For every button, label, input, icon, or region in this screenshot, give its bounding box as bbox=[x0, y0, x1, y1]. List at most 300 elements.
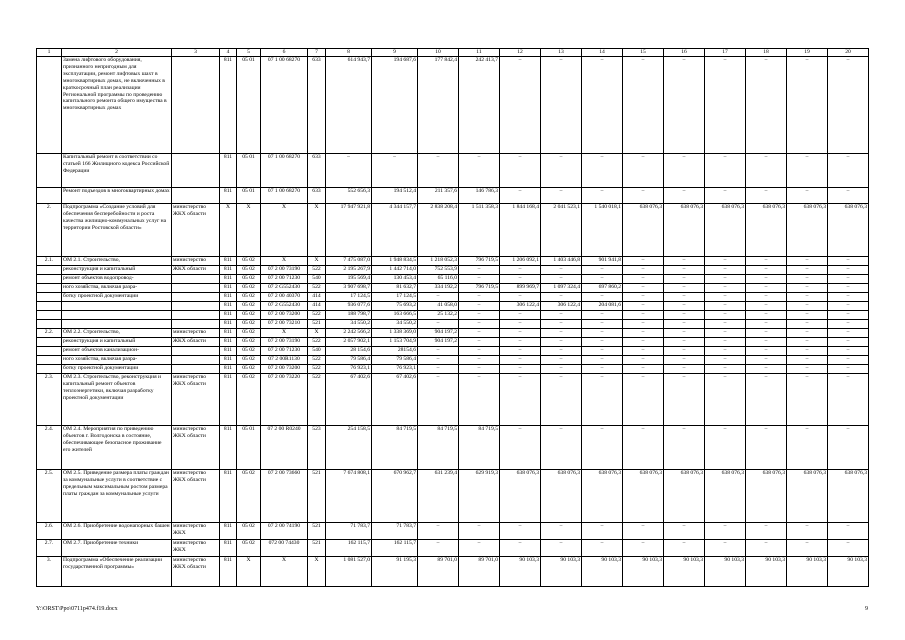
amount-cell: – bbox=[582, 320, 623, 329]
target-article-cell: Х bbox=[261, 257, 308, 266]
budget-sheet bbox=[36, 48, 868, 587]
amount-cell: – bbox=[459, 311, 500, 320]
amount-cell: – bbox=[459, 320, 500, 329]
amount-cell: 638 076,3 bbox=[664, 470, 705, 523]
amount-cell: – bbox=[541, 154, 582, 188]
amount-cell: 146 786,3 bbox=[459, 188, 500, 204]
expense-type-cell: 540 bbox=[308, 347, 326, 356]
amount-cell: – bbox=[828, 365, 869, 374]
amount-cell: – bbox=[828, 284, 869, 293]
amount-cell: 177 842,4 bbox=[418, 57, 459, 154]
amount-cell: – bbox=[500, 347, 541, 356]
amount-cell: 91 195,3 bbox=[372, 557, 418, 587]
amount-cell: – bbox=[664, 188, 705, 204]
target-article-cell: 07 2 00 73190 bbox=[261, 266, 308, 275]
row-number-cell bbox=[37, 365, 62, 374]
amount-cell: 242 413,7 bbox=[459, 57, 500, 154]
amount-cell: – bbox=[787, 523, 828, 540]
expense-type-cell: 633 bbox=[308, 57, 326, 154]
grbs-code-cell: 811 bbox=[220, 338, 237, 347]
description-cell: ботку проектной документации bbox=[62, 293, 172, 302]
description-cell: Подпрограмма «Обеспечение реализации государственной программы» bbox=[62, 557, 172, 587]
amount-cell: – bbox=[705, 293, 746, 302]
amount-cell: – bbox=[746, 540, 787, 557]
amount-cell: – bbox=[746, 329, 787, 338]
amount-cell: – bbox=[582, 523, 623, 540]
amount-cell: – bbox=[746, 57, 787, 154]
amount-cell: 76 923,1 bbox=[326, 365, 372, 374]
amount-cell: 638 076,3 bbox=[541, 470, 582, 523]
target-article-cell: 07 2 00 R0240 bbox=[261, 426, 308, 470]
grbs-code-cell: 811 bbox=[220, 374, 237, 426]
target-article-cell: 072 00 74430 bbox=[261, 540, 308, 557]
amount-cell: – bbox=[664, 266, 705, 275]
amount-cell: – bbox=[746, 293, 787, 302]
row-number-cell: 2.3. bbox=[37, 374, 62, 426]
amount-cell: – bbox=[787, 374, 828, 426]
page-number: 9 bbox=[865, 606, 868, 612]
row-number-cell bbox=[37, 356, 62, 365]
amount-cell: 84 719,5 bbox=[372, 426, 418, 470]
amount-cell: – bbox=[787, 338, 828, 347]
target-article-cell: 07 2 G552430 bbox=[261, 302, 308, 311]
grbs-code-cell: 811 bbox=[220, 188, 237, 204]
column-number-cell: 7 bbox=[308, 49, 326, 57]
amount-cell: – bbox=[705, 365, 746, 374]
amount-cell: 1 097 324,4 bbox=[541, 284, 582, 293]
amount-cell: – bbox=[705, 540, 746, 557]
amount-cell: 2 057 902,1 bbox=[326, 338, 372, 347]
amount-cell: – bbox=[500, 329, 541, 338]
amount-cell: – bbox=[541, 523, 582, 540]
description-cell: ОМ 2.3. Строительство, реконструкция и капитальный ремонт объектов теплоэнергетики, включая разработку проектной документации bbox=[62, 374, 172, 426]
section-code-cell: 05 02 bbox=[237, 302, 261, 311]
grbs-code-cell: 811 bbox=[220, 311, 237, 320]
executor-cell: министерство ЖКХ области bbox=[172, 374, 220, 426]
column-number-cell: 2 bbox=[62, 49, 172, 57]
amount-cell: – bbox=[459, 347, 500, 356]
amount-cell: – bbox=[664, 275, 705, 284]
amount-cell: 195 569,4 bbox=[326, 275, 372, 284]
section-code-cell: Х bbox=[237, 557, 261, 587]
executor-cell: ЖКХ области bbox=[172, 338, 220, 347]
section-code-cell: 05 01 bbox=[237, 426, 261, 470]
description-cell: Замена лифтового оборудования, признанного непригодным для эксплуатации, ремонт лифтовых шахт в многоквартирных домах, не включенных в краткосрочный план реализации Региональной программы по проведению капитального ремонта общего имущества в многоквартирных домах bbox=[62, 57, 172, 154]
amount-cell: – bbox=[664, 347, 705, 356]
column-number-cell: 9 bbox=[372, 49, 418, 57]
expense-type-cell: Х bbox=[308, 329, 326, 338]
grbs-code-cell: 811 bbox=[220, 426, 237, 470]
amount-cell: – bbox=[828, 540, 869, 557]
amount-cell: – bbox=[582, 338, 623, 347]
column-number-cell: 8 bbox=[326, 49, 372, 57]
amount-cell: 76 923,1 bbox=[372, 365, 418, 374]
amount-cell: 2 838 208,4 bbox=[418, 204, 459, 257]
target-article-cell: 07 1 00 68270 bbox=[261, 57, 308, 154]
expense-type-cell: 414 bbox=[308, 293, 326, 302]
expense-type-cell: 521 bbox=[308, 540, 326, 557]
executor-cell bbox=[172, 311, 220, 320]
executor-cell: министерство ЖКХ bbox=[172, 523, 220, 540]
table-row bbox=[37, 338, 869, 347]
row-number-cell bbox=[37, 154, 62, 188]
executor-cell: министерство ЖКХ области bbox=[172, 426, 220, 470]
amount-cell: – bbox=[541, 320, 582, 329]
description-cell bbox=[62, 311, 172, 320]
amount-cell: – bbox=[787, 540, 828, 557]
target-article-cell: Х bbox=[261, 204, 308, 257]
column-number-cell: 19 bbox=[787, 49, 828, 57]
amount-cell: – bbox=[418, 320, 459, 329]
amount-cell: – bbox=[705, 284, 746, 293]
amount-cell: 162 115,7 bbox=[326, 540, 372, 557]
column-number-cell: 20 bbox=[828, 49, 869, 57]
grbs-code-cell: 811 bbox=[220, 523, 237, 540]
amount-cell: – bbox=[746, 320, 787, 329]
amount-cell: 89 701,0 bbox=[418, 557, 459, 587]
table-row bbox=[37, 356, 869, 365]
column-number-cell: 1 bbox=[37, 49, 62, 57]
amount-cell: – bbox=[664, 540, 705, 557]
description-cell bbox=[62, 302, 172, 311]
row-number-cell: 2. bbox=[37, 204, 62, 257]
amount-cell: – bbox=[623, 284, 664, 293]
column-number-cell: 4 bbox=[220, 49, 237, 57]
amount-cell: – bbox=[787, 329, 828, 338]
amount-cell: – bbox=[459, 302, 500, 311]
target-article-cell: 07 2 00 73190 bbox=[261, 338, 308, 347]
amount-cell: – bbox=[500, 188, 541, 204]
amount-cell: – bbox=[418, 347, 459, 356]
amount-cell: 90 103,3 bbox=[582, 557, 623, 587]
target-article-cell: 07 2 00 40370 bbox=[261, 293, 308, 302]
amount-cell: 306 122,4 bbox=[500, 302, 541, 311]
amount-cell: – bbox=[787, 302, 828, 311]
amount-cell: 638 076,3 bbox=[828, 204, 869, 257]
amount-cell: – bbox=[541, 57, 582, 154]
amount-cell: – bbox=[746, 154, 787, 188]
amount-cell: – bbox=[623, 523, 664, 540]
table-row bbox=[37, 311, 869, 320]
amount-cell: – bbox=[459, 154, 500, 188]
amount-cell: – bbox=[582, 540, 623, 557]
column-number-cell: 15 bbox=[623, 49, 664, 57]
section-code-cell: 05 02 bbox=[237, 284, 261, 293]
amount-cell: – bbox=[459, 338, 500, 347]
table-row bbox=[37, 320, 869, 329]
target-article-cell: 07 2 00 71230 bbox=[261, 275, 308, 284]
expense-type-cell: 521 bbox=[308, 320, 326, 329]
amount-cell: 90 103,3 bbox=[787, 557, 828, 587]
amount-cell: – bbox=[623, 57, 664, 154]
executor-cell bbox=[172, 275, 220, 284]
amount-cell: 90 103,3 bbox=[541, 557, 582, 587]
table-row bbox=[37, 540, 869, 557]
executor-cell bbox=[172, 356, 220, 365]
grbs-code-cell: 811 bbox=[220, 356, 237, 365]
amount-cell: – bbox=[787, 266, 828, 275]
amount-cell: – bbox=[746, 302, 787, 311]
section-code-cell: 05 02 bbox=[237, 365, 261, 374]
amount-cell: – bbox=[787, 57, 828, 154]
column-number-cell: 13 bbox=[541, 49, 582, 57]
amount-cell: – bbox=[705, 57, 746, 154]
amount-cell: – bbox=[787, 347, 828, 356]
amount-cell: 638 076,3 bbox=[664, 204, 705, 257]
expense-type-cell: Х bbox=[308, 204, 326, 257]
table-row bbox=[37, 329, 869, 338]
amount-cell: – bbox=[623, 257, 664, 266]
amount-cell: – bbox=[459, 329, 500, 338]
amount-cell: 638 076,3 bbox=[787, 470, 828, 523]
target-article-cell: 07 2 00 73660 bbox=[261, 470, 308, 523]
table-row bbox=[37, 257, 869, 266]
amount-cell: – bbox=[746, 257, 787, 266]
grbs-code-cell: 811 bbox=[220, 329, 237, 338]
amount-cell: – bbox=[500, 320, 541, 329]
amount-cell: – bbox=[500, 374, 541, 426]
section-code-cell: 05 01 bbox=[237, 57, 261, 154]
table-row bbox=[37, 284, 869, 293]
table-row bbox=[37, 204, 869, 257]
amount-cell: – bbox=[664, 154, 705, 188]
row-number-cell: 2.2. bbox=[37, 329, 62, 338]
amount-cell: – bbox=[582, 329, 623, 338]
table-row bbox=[37, 293, 869, 302]
amount-cell: 84 719,5 bbox=[459, 426, 500, 470]
amount-cell: – bbox=[828, 311, 869, 320]
amount-cell: – bbox=[828, 266, 869, 275]
amount-cell: 90 103,3 bbox=[746, 557, 787, 587]
amount-cell: 194 687,6 bbox=[372, 57, 418, 154]
amount-cell: – bbox=[623, 347, 664, 356]
amount-cell: – bbox=[418, 365, 459, 374]
grbs-code-cell: 811 bbox=[220, 293, 237, 302]
grbs-code-cell: Х bbox=[220, 204, 237, 257]
amount-cell: 34 550,2 bbox=[326, 320, 372, 329]
expense-type-cell: 521 bbox=[308, 470, 326, 523]
expense-type-cell: 522 bbox=[308, 266, 326, 275]
amount-cell: – bbox=[705, 275, 746, 284]
amount-cell: – bbox=[623, 426, 664, 470]
amount-cell: – bbox=[500, 275, 541, 284]
target-article-cell: 07 2 00 73210 bbox=[261, 320, 308, 329]
amount-cell: – bbox=[828, 426, 869, 470]
amount-cell: 697 860,2 bbox=[582, 284, 623, 293]
amount-cell: – bbox=[418, 293, 459, 302]
description-cell: ОМ 2.7. Приобретение техники bbox=[62, 540, 172, 557]
amount-cell: – bbox=[705, 338, 746, 347]
executor-cell bbox=[172, 320, 220, 329]
document-path: Y:\ORST\Ppo\0711p474.f19.docx bbox=[36, 606, 118, 612]
grbs-code-cell: 811 bbox=[220, 365, 237, 374]
grbs-code-cell: 811 bbox=[220, 470, 237, 523]
amount-cell: – bbox=[500, 311, 541, 320]
amount-cell: – bbox=[664, 365, 705, 374]
column-number-cell: 3 bbox=[172, 49, 220, 57]
amount-cell: – bbox=[828, 523, 869, 540]
row-number-cell bbox=[37, 284, 62, 293]
column-number-cell: 17 bbox=[705, 49, 746, 57]
target-article-cell: Х bbox=[261, 329, 308, 338]
amount-cell: 1 338 369,0 bbox=[372, 329, 418, 338]
table-row bbox=[37, 154, 869, 188]
amount-cell: – bbox=[664, 57, 705, 154]
amount-cell: – bbox=[500, 365, 541, 374]
amount-cell: – bbox=[418, 154, 459, 188]
amount-cell: – bbox=[326, 154, 372, 188]
amount-cell: – bbox=[418, 523, 459, 540]
amount-cell: 638 076,3 bbox=[746, 204, 787, 257]
expense-type-cell: Х bbox=[308, 257, 326, 266]
budget-table bbox=[36, 48, 869, 587]
column-number-cell: 16 bbox=[664, 49, 705, 57]
amount-cell: – bbox=[828, 320, 869, 329]
amount-cell: – bbox=[623, 154, 664, 188]
amount-cell: – bbox=[541, 329, 582, 338]
amount-cell: 552 656,3 bbox=[326, 188, 372, 204]
description-cell: реконструкция и капитальный bbox=[62, 266, 172, 275]
column-number-cell: 12 bbox=[500, 49, 541, 57]
amount-cell: 194 512,4 bbox=[372, 188, 418, 204]
amount-cell: – bbox=[664, 293, 705, 302]
amount-cell: – bbox=[828, 302, 869, 311]
amount-cell: – bbox=[705, 426, 746, 470]
amount-cell: – bbox=[541, 426, 582, 470]
amount-cell: – bbox=[746, 338, 787, 347]
amount-cell: – bbox=[746, 523, 787, 540]
amount-cell: – bbox=[787, 311, 828, 320]
section-code-cell: 05 02 bbox=[237, 470, 261, 523]
amount-cell: 130 453,4 bbox=[372, 275, 418, 284]
amount-cell: 629 919,3 bbox=[459, 470, 500, 523]
column-number-cell: 6 bbox=[261, 49, 308, 57]
row-number-cell: 3. bbox=[37, 557, 62, 587]
amount-cell: – bbox=[705, 266, 746, 275]
row-number-cell bbox=[37, 302, 62, 311]
row-number-cell bbox=[37, 275, 62, 284]
amount-cell: 638 076,3 bbox=[623, 470, 664, 523]
amount-cell: 75 693,2 bbox=[372, 302, 418, 311]
amount-cell: – bbox=[459, 275, 500, 284]
amount-cell: – bbox=[500, 523, 541, 540]
amount-cell: 638 076,3 bbox=[787, 204, 828, 257]
amount-cell: 904 197,2 bbox=[418, 329, 459, 338]
amount-cell: 638 076,3 bbox=[746, 470, 787, 523]
amount-cell: – bbox=[582, 356, 623, 365]
executor-cell bbox=[172, 188, 220, 204]
expense-type-cell: 633 bbox=[308, 154, 326, 188]
row-number-cell bbox=[37, 188, 62, 204]
description-cell: Ремонт подъездов в многоквартирных домах bbox=[62, 188, 172, 204]
amount-cell: – bbox=[500, 293, 541, 302]
description-cell: ного хозяйства, включая разра- bbox=[62, 284, 172, 293]
executor-cell bbox=[172, 284, 220, 293]
amount-cell: – bbox=[623, 356, 664, 365]
amount-cell: – bbox=[787, 320, 828, 329]
amount-cell: 901 941,8 bbox=[582, 257, 623, 266]
amount-cell: 2 195 267,9 bbox=[326, 266, 372, 275]
executor-cell: министерство ЖКХ области bbox=[172, 204, 220, 257]
amount-cell: – bbox=[541, 293, 582, 302]
executor-cell: министерство bbox=[172, 329, 220, 338]
amount-cell: 1 540 018,1 bbox=[582, 204, 623, 257]
amount-cell: – bbox=[746, 365, 787, 374]
amount-cell: 41 058,0 bbox=[418, 302, 459, 311]
amount-cell: – bbox=[459, 266, 500, 275]
amount-cell: – bbox=[541, 338, 582, 347]
amount-cell: 7 475 087,0 bbox=[326, 257, 372, 266]
expense-type-cell: Х bbox=[308, 557, 326, 587]
table-row bbox=[37, 57, 869, 154]
amount-cell: 17 124,5 bbox=[326, 293, 372, 302]
amount-cell: – bbox=[664, 523, 705, 540]
amount-cell: – bbox=[787, 293, 828, 302]
table-row bbox=[37, 557, 869, 587]
amount-cell: 71 783,7 bbox=[372, 523, 418, 540]
amount-cell: 2 242 566,2 bbox=[326, 329, 372, 338]
amount-cell: – bbox=[664, 338, 705, 347]
amount-cell: 79 586,4 bbox=[326, 356, 372, 365]
amount-cell: 162 115,7 bbox=[372, 540, 418, 557]
amount-cell: – bbox=[828, 275, 869, 284]
executor-cell bbox=[172, 57, 220, 154]
amount-cell: – bbox=[705, 523, 746, 540]
amount-cell: – bbox=[623, 311, 664, 320]
amount-cell: – bbox=[828, 338, 869, 347]
amount-cell: 1 442 714,0 bbox=[372, 266, 418, 275]
target-article-cell: 07 2 00R1130 bbox=[261, 356, 308, 365]
amount-cell: – bbox=[705, 329, 746, 338]
description-cell: ОМ 2.2. Строительство, bbox=[62, 329, 172, 338]
expense-type-cell: 523 bbox=[308, 426, 326, 470]
amount-cell: – bbox=[746, 284, 787, 293]
amount-cell: – bbox=[541, 311, 582, 320]
amount-cell: 638 076,3 bbox=[705, 470, 746, 523]
amount-cell: – bbox=[582, 365, 623, 374]
amount-cell: – bbox=[623, 374, 664, 426]
table-row bbox=[37, 374, 869, 426]
amount-cell: 25 132,2 bbox=[418, 311, 459, 320]
amount-cell: – bbox=[705, 188, 746, 204]
amount-cell: – bbox=[623, 320, 664, 329]
section-code-cell: 05 02 bbox=[237, 523, 261, 540]
amount-cell: – bbox=[828, 293, 869, 302]
section-code-cell: 05 02 bbox=[237, 266, 261, 275]
target-article-cell: 07 2 00 71230 bbox=[261, 347, 308, 356]
amount-cell: – bbox=[541, 540, 582, 557]
amount-cell: – bbox=[746, 374, 787, 426]
amount-cell: – bbox=[623, 329, 664, 338]
amount-cell: 1 218 052,3 bbox=[418, 257, 459, 266]
target-article-cell: 07 1 00 68270 bbox=[261, 154, 308, 188]
amount-cell: – bbox=[623, 302, 664, 311]
amount-cell: – bbox=[623, 293, 664, 302]
amount-cell: – bbox=[746, 188, 787, 204]
amount-cell: – bbox=[705, 302, 746, 311]
description-cell: ОМ 2.4. Мероприятия по приведению объектов г. Волгодонска в состояние, обеспечивающее безопасное проживание его жителей bbox=[62, 426, 172, 470]
column-number-cell: 18 bbox=[746, 49, 787, 57]
amount-cell: 71 783,7 bbox=[326, 523, 372, 540]
row-number-cell bbox=[37, 347, 62, 356]
column-number-cell: 10 bbox=[418, 49, 459, 57]
amount-cell: – bbox=[623, 188, 664, 204]
expense-type-cell: 633 bbox=[308, 188, 326, 204]
expense-type-cell: 540 bbox=[308, 275, 326, 284]
grbs-code-cell: 811 bbox=[220, 347, 237, 356]
amount-cell: 631 239,4 bbox=[418, 470, 459, 523]
amount-cell: 28 154,6 bbox=[326, 347, 372, 356]
